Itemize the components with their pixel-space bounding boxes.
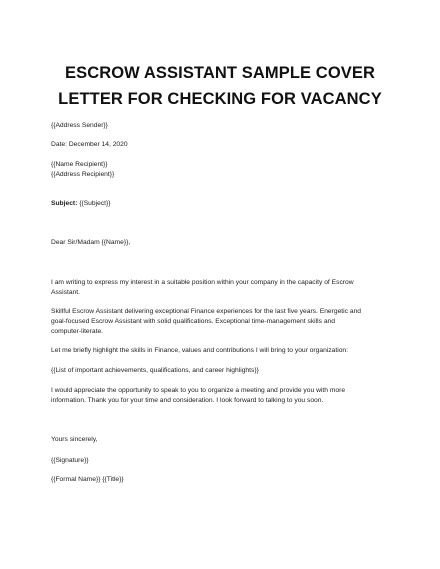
address-sender: {{Address Sender}}: [51, 122, 108, 129]
signature: {{Signature}}: [51, 457, 89, 464]
formal-name: {{Formal Name}} {{Title}}: [51, 476, 124, 483]
paragraph-5-line-1: I would appreciate the opportunity to speak to you to organize a meeting and provide you with more: [51, 387, 346, 394]
recipient-name: {{Name Recipient}}: [51, 161, 108, 168]
document-title: [20, 60, 420, 112]
paragraph-1: [51, 278, 391, 298]
recipient-block: [51, 160, 391, 180]
paragraph-4: {{List of important achievements, qualifications, and career highlights}}: [51, 367, 259, 374]
paragraph-1-line-1: I am writing to express my interest in a suitable position within your company in the capacity of Escrow: [51, 279, 354, 286]
paragraph-3: Let me briefly highlight the skills in Finance, values and contributions I will bring to your organization:: [51, 347, 349, 354]
paragraph-2-line-3: computer-literate.: [51, 328, 104, 335]
paragraph-5: [51, 386, 391, 406]
letter-date: Date: December 14, 2020: [51, 141, 128, 148]
recipient-address: {{Address Recipient}}: [51, 171, 115, 178]
subject-line: [51, 199, 391, 209]
title-line-2: LETTER FOR CHECKING FOR VACANCY: [58, 90, 382, 108]
subject-value: {{Subject}}: [77, 200, 111, 207]
paragraph-2: [51, 307, 391, 337]
subject-label: Subject:: [51, 200, 78, 207]
paragraph-5-line-2: information. Thank you for your time and consideration. I look forward to talking to you soon.: [51, 397, 324, 404]
salutation: Dear Sir/Madam {{Name}},: [51, 239, 131, 246]
paragraph-2-line-1: Skillful Escrow Assistant delivering exceptional Finance experiences for the last five years. Energetic and: [51, 308, 362, 315]
paragraph-2-line-2: goal-focused Escrow Assistant with solid qualifications. Exceptional time-management skills and: [51, 318, 335, 325]
paragraph-1-line-2: Assistant.: [51, 289, 80, 296]
title-line-1: ESCROW ASSISTANT SAMPLE COVER: [64, 64, 375, 82]
closing: Yours sincerely,: [51, 436, 98, 443]
